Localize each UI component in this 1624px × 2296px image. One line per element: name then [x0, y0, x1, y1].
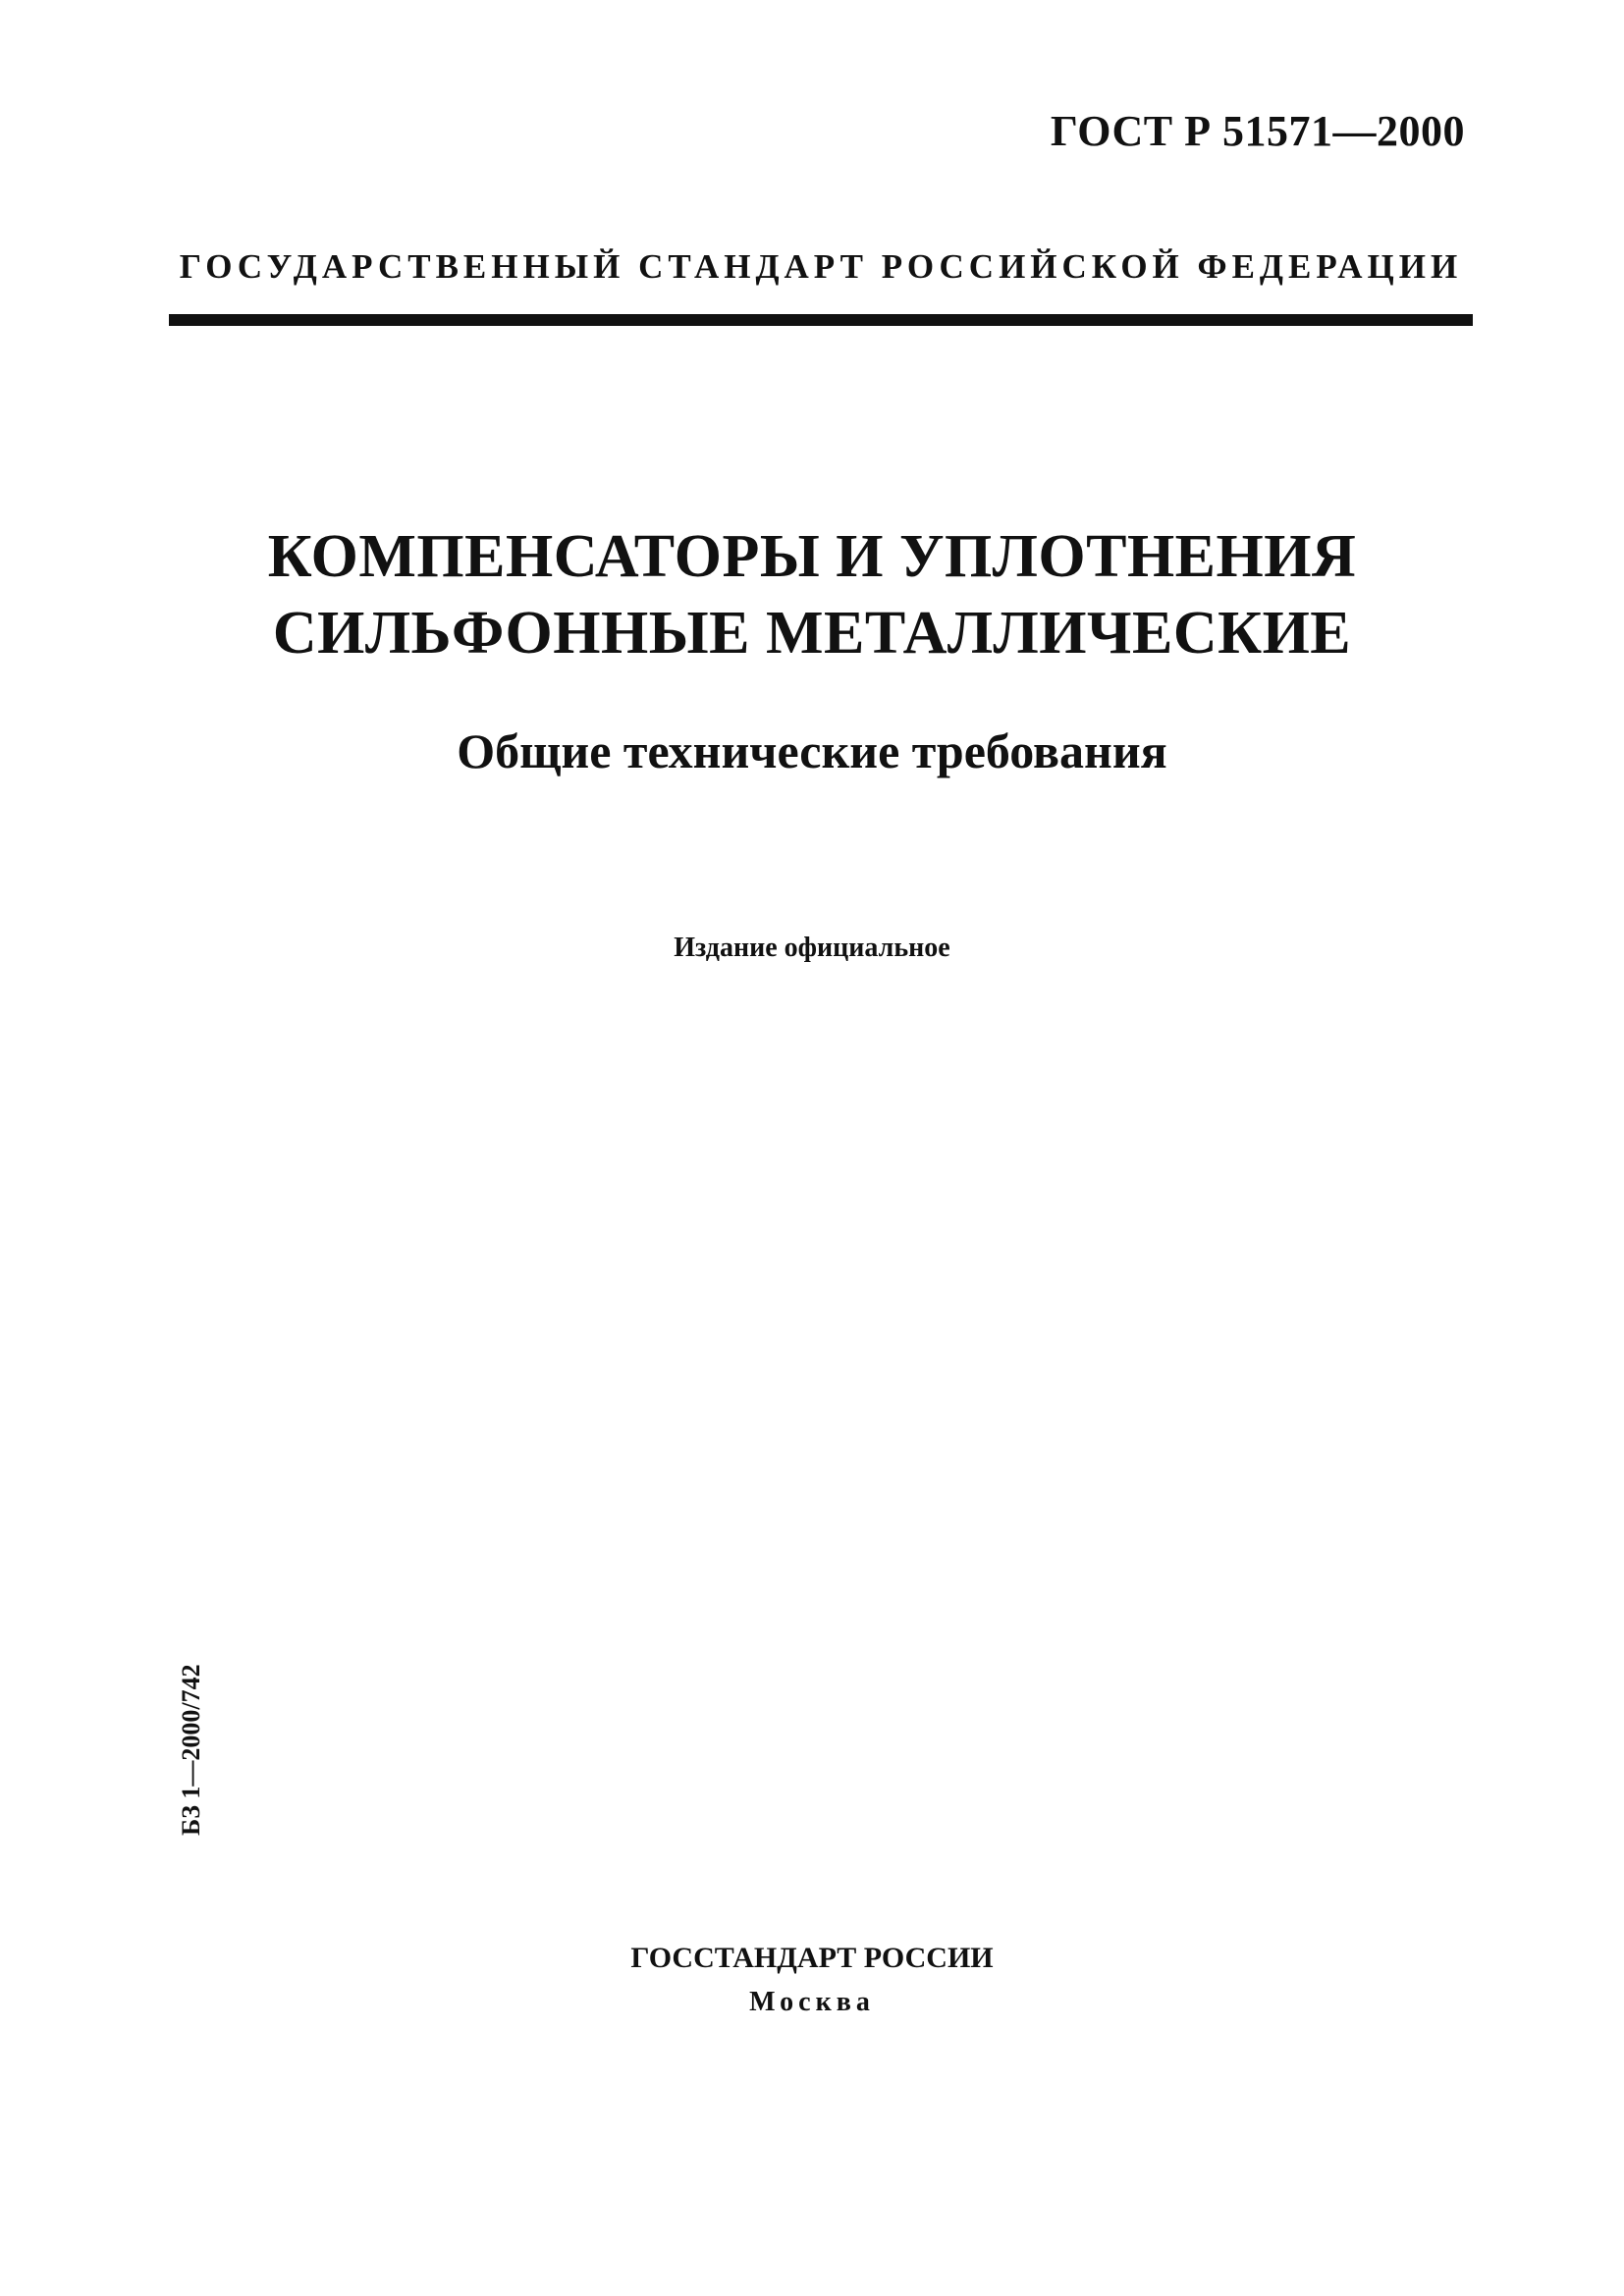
edition-note: Издание официальное — [674, 933, 950, 963]
document-number: ГОСТ Р 51571—2000 — [1050, 107, 1465, 155]
header-divider — [169, 314, 1473, 326]
publisher-name: ГОССТАНДАРТ РОССИИ — [630, 1942, 994, 1974]
document-title — [0, 518, 1624, 671]
document-subtitle: Общие технические требования — [457, 723, 1167, 778]
title-line-1: КОМПЕНСАТОРЫ И УПЛОТНЕНИЯ — [267, 523, 1357, 590]
state-standard-heading: ГОСУДАРСТВЕННЫЙ СТАНДАРТ РОССИЙСКОЙ ФЕДЕРАЦИИ — [179, 247, 1463, 286]
title-line-2: СИЛЬФОННЫЕ МЕТАЛЛИЧЕСКИЕ — [272, 600, 1352, 667]
side-registration-code: БЗ 1—2000/742 — [177, 1664, 205, 1836]
publisher-city: Москва — [749, 1987, 875, 2017]
